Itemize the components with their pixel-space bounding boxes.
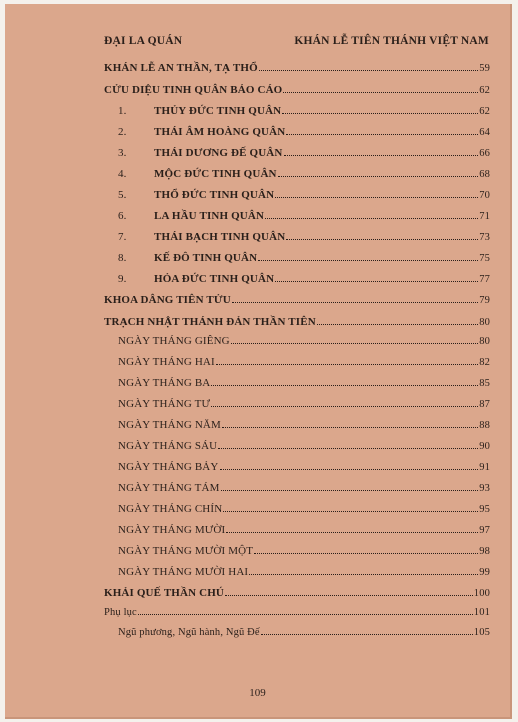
toc-entry-page: 73 [479, 232, 490, 243]
toc-entry-page: 77 [479, 274, 490, 285]
toc-entry[interactable] [118, 105, 490, 117]
toc-leader-dots [286, 239, 478, 240]
toc-entry-page: 87 [479, 399, 490, 410]
toc-leader-dots [211, 406, 478, 407]
header-right: KHÁN LỄ TIÊN THÁNH VIỆT NAM [294, 35, 489, 47]
toc-entry-page: 82 [479, 357, 490, 368]
toc-leader-dots [284, 155, 479, 156]
toc-leader-dots [221, 490, 479, 491]
toc-leader-dots [211, 385, 478, 386]
toc-entry[interactable] [118, 273, 490, 285]
toc-entry-title: THÁI DƯƠNG ĐẾ QUÂN [154, 147, 283, 159]
toc-leader-dots [282, 113, 478, 114]
toc-entry-page: 62 [479, 106, 490, 117]
toc-leader-dots [275, 197, 478, 198]
toc-entry-page: 85 [479, 378, 490, 389]
page-number: 109 [249, 687, 266, 699]
toc-entry-title: LA HẦU TINH QUÂN [154, 210, 265, 222]
toc-entry-page: 80 [479, 336, 490, 347]
toc-entry-title: Ngũ phương, Ngũ hành, Ngũ Đế [118, 627, 260, 638]
toc-entry[interactable] [118, 252, 490, 264]
toc-entry-title: THÁI ÂM HOÀNG QUÂN [154, 126, 286, 138]
toc-leader-dots [138, 614, 473, 615]
toc-entry[interactable] [118, 210, 490, 222]
toc-entry[interactable] [118, 566, 490, 578]
toc-entry[interactable] [104, 607, 490, 618]
toc-entry-title: NGÀY THÁNG MƯỜI HAI [118, 566, 249, 578]
toc-entry[interactable] [118, 545, 490, 557]
toc-leader-dots [258, 260, 478, 261]
toc-entry[interactable] [104, 316, 490, 328]
toc-entry[interactable] [118, 335, 490, 347]
toc-leader-dots [226, 532, 478, 533]
toc-entry-page: 71 [479, 211, 490, 222]
toc-entry[interactable] [118, 189, 490, 201]
toc-leader-dots [275, 281, 478, 282]
toc-entry-page: 59 [479, 63, 490, 74]
toc-entry-title: NGÀY THÁNG NĂM [118, 419, 221, 431]
toc-entry-title: CỬU DIỆU TINH QUÂN BẢO CÁO [104, 84, 283, 96]
toc-entry[interactable] [104, 84, 490, 96]
toc-entry-number: 8. [118, 252, 127, 264]
book-page [5, 4, 512, 719]
toc-entry-number: 5. [118, 189, 127, 201]
toc-entry-title: HỎA ĐỨC TINH QUÂN [154, 273, 275, 285]
toc-entry[interactable] [118, 440, 490, 452]
toc-entry-page: 88 [479, 420, 490, 431]
toc-leader-dots [220, 469, 479, 470]
toc-entry-title: NGÀY THÁNG GIÊNG [118, 335, 230, 347]
toc-entry-page: 95 [479, 504, 490, 515]
toc-entry-title: MỘC ĐỨC TINH QUÂN [154, 168, 277, 180]
toc-leader-dots [265, 218, 478, 219]
toc-entry-title: NGÀY THÁNG HAI [118, 356, 215, 368]
toc-entry-title: NGÀY THÁNG CHÍN [118, 503, 223, 515]
toc-entry-page: 91 [479, 462, 490, 473]
toc-entry-title: NGÀY THÁNG BA [118, 377, 211, 389]
toc-entry-page: 68 [479, 169, 490, 180]
toc-entry[interactable] [104, 587, 490, 599]
toc-entry[interactable] [118, 168, 490, 180]
toc-leader-dots [216, 364, 478, 365]
toc-leader-dots [283, 92, 478, 93]
header-left: ĐẠI LA QUÁN [104, 35, 183, 47]
toc-entry-number: 9. [118, 273, 127, 285]
toc-entry-page: 79 [479, 295, 490, 306]
toc-entry-title: THỦY ĐỨC TINH QUÂN [154, 105, 282, 117]
toc-entry-title: KHÁN LỄ AN THẦN, TẠ THỔ [104, 62, 258, 74]
toc-leader-dots [254, 553, 478, 554]
toc-entry[interactable] [104, 62, 490, 74]
toc-entry-page: 93 [479, 483, 490, 494]
toc-leader-dots [286, 134, 478, 135]
toc-entry-title: KHẢI QUẾ THẦN CHÚ [104, 587, 224, 599]
toc-entry-page: 100 [473, 588, 490, 599]
toc-entry-page: 66 [479, 148, 490, 159]
toc-entry-title: KHOA DÂNG TIÊN TỬU [104, 294, 231, 306]
toc-entry[interactable] [118, 231, 490, 243]
toc-entry-page: 99 [479, 567, 490, 578]
toc-leader-dots [232, 302, 478, 303]
toc-entry-title: NGÀY THÁNG TƯ [118, 398, 211, 410]
toc-entry[interactable] [118, 482, 490, 494]
toc-leader-dots [278, 176, 479, 177]
toc-entry-page: 70 [479, 190, 490, 201]
toc-entry[interactable] [118, 398, 490, 410]
toc-entry[interactable] [118, 524, 490, 536]
toc-leader-dots [225, 595, 473, 596]
toc-entry-title: KẾ ĐÔ TINH QUÂN [154, 252, 258, 264]
toc-entry-page: 90 [479, 441, 490, 452]
toc-entry[interactable] [104, 294, 490, 306]
toc-entry[interactable] [118, 461, 490, 473]
toc-entry-title: TRẠCH NHẬT THÁNH ĐẢN THẦN TIÊN [104, 316, 316, 328]
toc-entry-page: 62 [479, 85, 490, 96]
toc-entry-title: THỔ ĐỨC TINH QUÂN [154, 189, 275, 201]
toc-leader-dots [249, 574, 478, 575]
toc-entry-number: 2. [118, 126, 127, 138]
toc-entry-page: 80 [479, 317, 490, 328]
toc-entry-number: 1. [118, 105, 127, 117]
toc-entry-title: NGÀY THÁNG BẢY [118, 461, 219, 473]
toc-leader-dots [261, 634, 473, 635]
toc-leader-dots [223, 511, 478, 512]
toc-entry-page: 105 [473, 627, 490, 638]
toc-entry-number: 4. [118, 168, 127, 180]
toc-entry-page: 75 [479, 253, 490, 264]
toc-entry[interactable] [118, 419, 490, 431]
toc-leader-dots [317, 324, 478, 325]
toc-entry-title: NGÀY THÁNG MƯỜI [118, 524, 226, 536]
toc-entry-title: Phụ lục [104, 607, 137, 618]
toc-entry-page: 98 [479, 546, 490, 557]
toc-entry[interactable] [118, 377, 490, 389]
toc-entry[interactable] [118, 627, 490, 638]
toc-entry-title: NGÀY THÁNG SÁU [118, 440, 218, 452]
toc-entry-title: THÁI BẠCH TINH QUÂN [154, 231, 286, 243]
toc-entry-number: 7. [118, 231, 127, 243]
toc-entry[interactable] [118, 503, 490, 515]
toc-leader-dots [259, 70, 478, 71]
toc-entry-page: 101 [473, 607, 490, 618]
toc-entry[interactable] [118, 147, 490, 159]
toc-entry-number: 6. [118, 210, 127, 222]
toc-leader-dots [218, 448, 478, 449]
toc-entry-page: 97 [479, 525, 490, 536]
toc-leader-dots [222, 427, 478, 428]
toc-entry-title: NGÀY THÁNG TÁM [118, 482, 220, 494]
toc-entry-title: NGÀY THÁNG MƯỜI MỘT [118, 545, 254, 557]
toc-entry[interactable] [118, 356, 490, 368]
toc-entry[interactable] [118, 126, 490, 138]
toc-leader-dots [231, 343, 478, 344]
toc-entry-number: 3. [118, 147, 127, 159]
toc-entry-page: 64 [479, 127, 490, 138]
